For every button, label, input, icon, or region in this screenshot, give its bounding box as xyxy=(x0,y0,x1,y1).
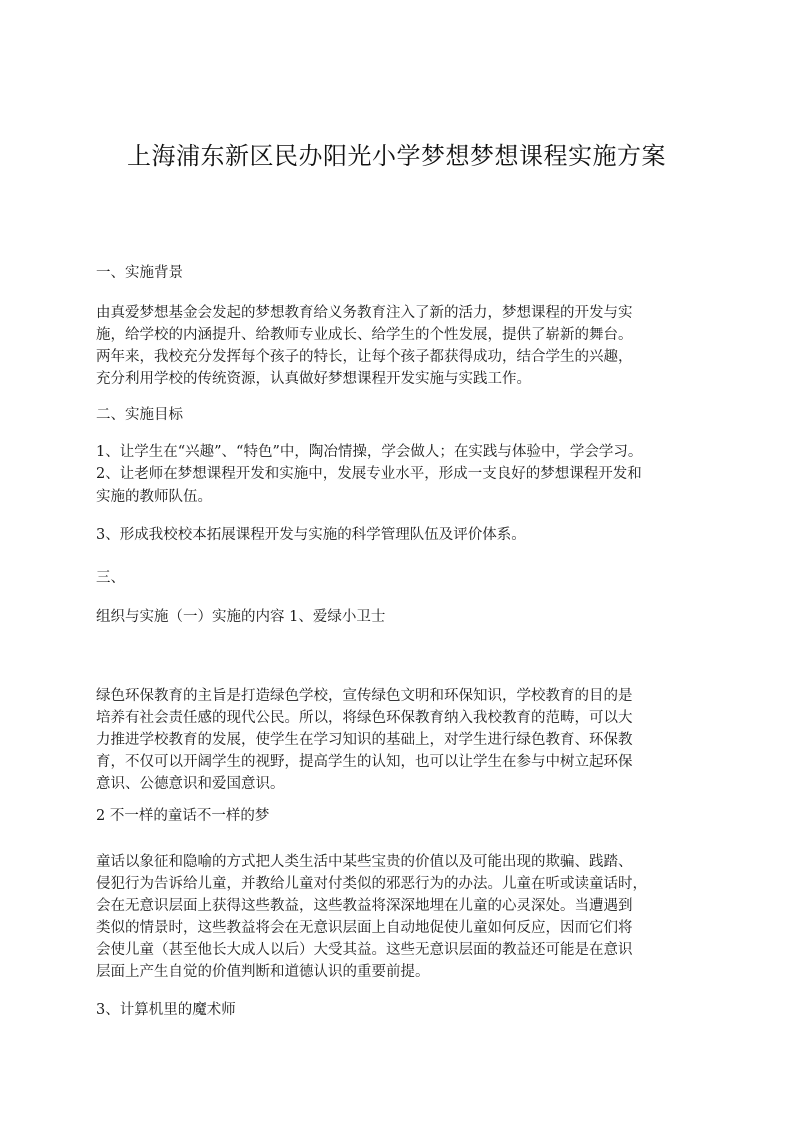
paragraph-line: 充分利用学校的传统资源，认真做好梦想课程开发实施与实践工作。 xyxy=(96,371,531,387)
paragraph-line: 意识、公德意识和爱国意识。 xyxy=(96,776,285,792)
paragraph-line: 会使儿童（甚至他长大成人以后）大受其益。这些无意识层面的教益还可能是在意识 xyxy=(96,942,633,958)
list-item: 3、形成我校校本拓展课程开发与实施的科学管理队伍及评价体系。 xyxy=(96,527,526,543)
subsection-heading: 组织与实施（一）实施的内容 1、爱绿小卫士 xyxy=(96,609,386,625)
paragraph-line: 育，不仅可以开阔学生的视野，提高学生的认知，也可以让学生在参与中树立起环保 xyxy=(96,754,633,770)
paragraph-line: 类似的情景时，这些教益将会在无意识层面上自动地促使儿童如何反应，因而它们将 xyxy=(96,920,633,936)
paragraph-line: 会在无意识层面上获得这些教益，这些教益将深深地埋在儿童的心灵深处。当遭遇到 xyxy=(96,898,633,914)
paragraph-line: 童话以象征和隐喻的方式把人类生活中某些宝贵的价值以及可能出现的欺骗、践踏、 xyxy=(96,854,633,870)
subsection-heading: 3、计算机里的魔术师 xyxy=(96,1002,236,1018)
section-heading-goals: 二、实施目标 xyxy=(96,407,183,423)
paragraph-line: 两年来，我校充分发挥每个孩子的特长，让每个孩子都获得成功，结合学生的兴趣， xyxy=(96,349,633,365)
subsection-heading: 2 不一样的童话不一样的梦 xyxy=(96,808,270,824)
paragraph-line: 绿色环保教育的主旨是打造绿色学校，宣传绿色文明和环保知识，学校教育的目的是 xyxy=(96,688,633,704)
paragraph-line: 层面上产生自觉的价值判断和道德认识的重要前提。 xyxy=(96,964,430,980)
paragraph-line: 力推进学校教育的发展，使学生在学习知识的基础上，对学生进行绿色教育、环保教 xyxy=(96,732,633,748)
section-heading-three: 三、 xyxy=(96,570,125,586)
document-title: 上海浦东新区民办阳光小学梦想梦想课程实施方案 xyxy=(127,142,666,170)
paragraph-line: 由真爱梦想基金会发起的梦想教育给义务教育注入了新的活力，梦想课程的开发与实 xyxy=(96,305,633,321)
list-item: 1、让学生在“兴趣”、“特色”中，陶冶情操，学会做人；在实践与体验中，学会学习。 xyxy=(96,444,643,460)
section-heading-background: 一、实施背景 xyxy=(96,265,183,281)
list-item-continued: 实施的教师队伍。 xyxy=(96,489,212,505)
paragraph-line: 施，给学校的内涵提升、给教师专业成长、给学生的个性发展，提供了崭新的舞台。 xyxy=(96,327,633,343)
list-item: 2、让老师在梦想课程开发和实施中，发展专业水平，形成一支良好的梦想课程开发和 xyxy=(96,466,642,482)
paragraph-line: 培养有社会责任感的现代公民。所以，将绿色环保教育纳入我校教育的范畴，可以大 xyxy=(96,710,633,726)
paragraph-line: 侵犯行为告诉给儿童，并教给儿童对付类似的邪恶行为的办法。儿童在听或读童话时， xyxy=(96,876,647,892)
